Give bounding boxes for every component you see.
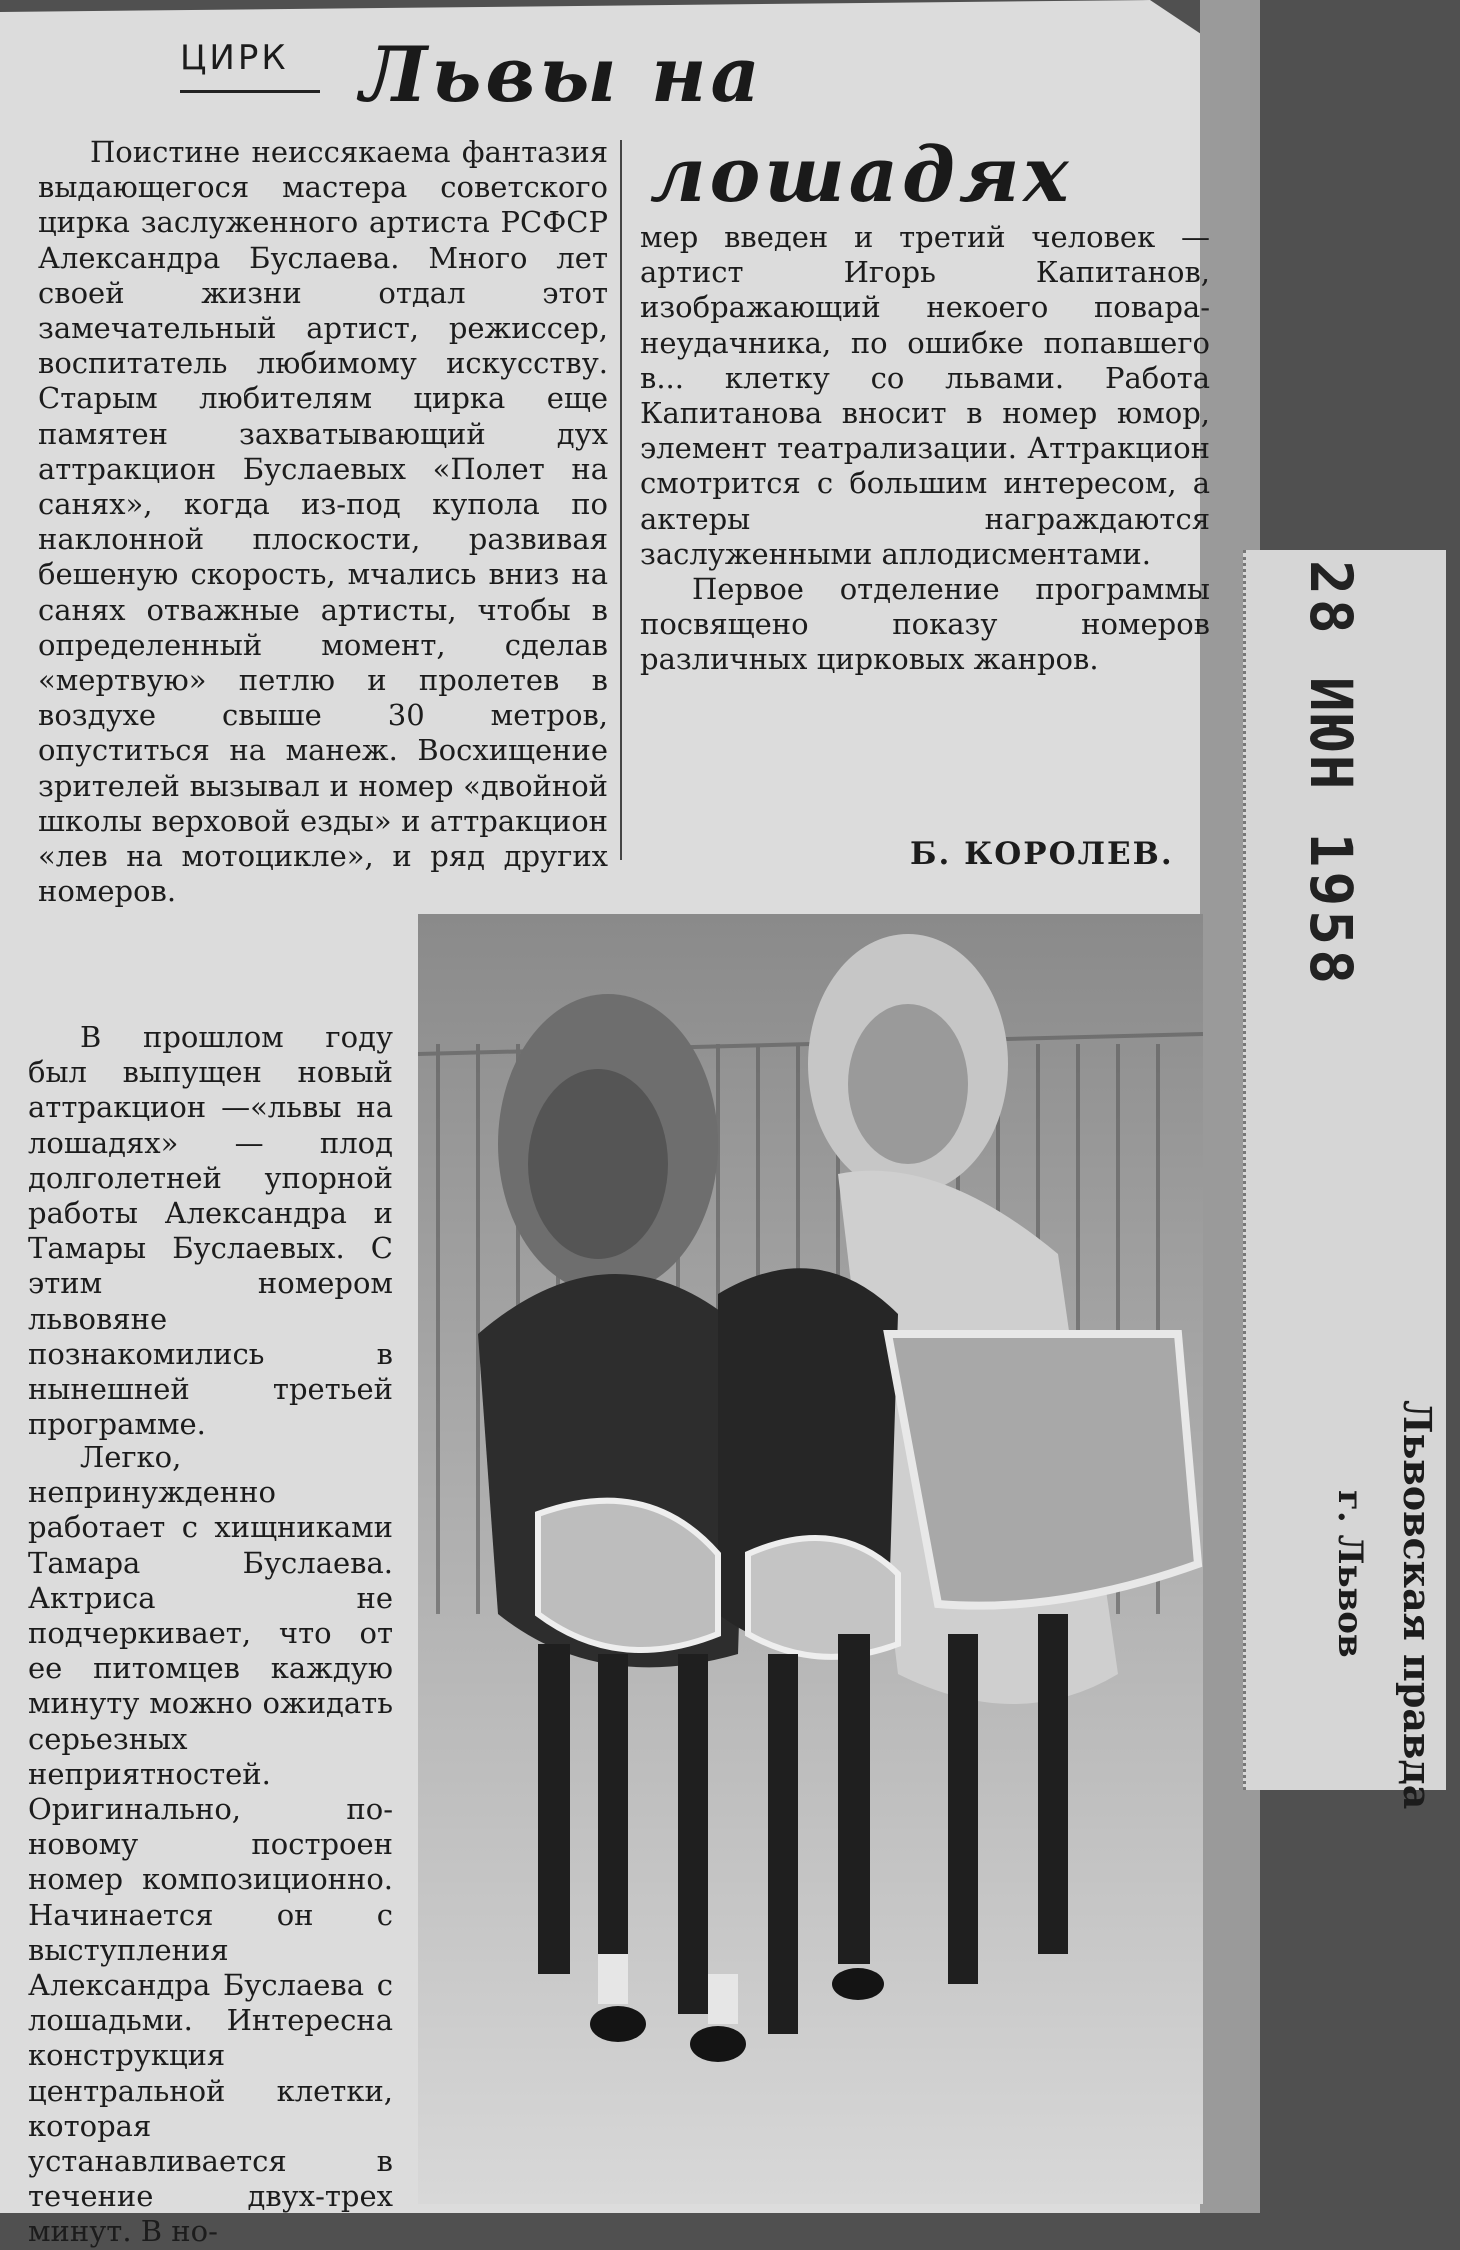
article-paragraph: Первое отделение программы посвящено показу номеров различных цирковых жанров. <box>640 572 1210 677</box>
date-stamp: 28 ИЮН 1958 <box>1297 560 1365 989</box>
column-divider <box>620 140 622 860</box>
city-stamp: г. Львов <box>1330 1490 1370 1658</box>
article-column-2 <box>640 220 1210 678</box>
headline-line2: лошадях <box>650 130 1073 219</box>
article-column-4 <box>28 1440 393 2250</box>
section-label: ЦИРК <box>180 38 289 78</box>
photo-illustration <box>418 914 1203 2204</box>
photo-lions-on-horses <box>418 914 1203 2204</box>
article-paragraph: мер введен и третий человек — артист Игорь Капитанов, изображающий некоего повара-неудачника, по ошибке попавшего в... клетку со львами. Работа Капитанова вносит в номер юмор, элемент театрализации. Аттракцион смотрится с большим интересом, а актеры награждаются заслуженными аплодисментами. <box>640 220 1210 571</box>
section-underline <box>180 90 320 93</box>
article-paragraph: В прошлом году был выпущен новый аттракцион —«львы на лошадях» — плод долголетней упорной работы Александра и Тамары Буслаевых. С этим номером львовяне познакомились в нынешней третьей программе. <box>28 1020 393 1442</box>
headline-line1: Львы на <box>360 30 764 119</box>
article-column-3 <box>28 1020 393 1442</box>
article-paragraph: Поистине неиссякаема фантазия выдающегося мастера советского цирка заслуженного артиста РСФСР Александра Буслаева. Много лет своей жизни отдал этот замечательный артист, режиссер, воспитатель любимому искусству. Старым любителям цирка еще памятен захватывающий дух аттракцион Буслаевых «Полет на санях», когда из-под купола по наклонной плоскости, развивая бешеную скорость, мчались вниз на санях отважные артисты, чтобы в определенный момент, сделав «мертвую» петлю и пролетев в воздухе свыше 30 метров, опуститься на манеж. Восхищение зрителей вызывал и номер «двойной школы верховой езды» и аттракцион «лев на мотоцикле», и ряд других номеров. <box>38 135 608 909</box>
article-paragraph: Легко, непринужденно работает с хищниками Тамара Буслаева. Актриса не подчеркивает, что от ее питомцев каждую минуту можно ожидать серьезных неприятностей. Оригинально, по-новому построен номер композиционно. Начинается он с выступления Александра Буслаева с лошадьми. Интересна конструкция центральной клетки, которая устанавливается в течение двух-трех минут. В но- <box>28 1440 393 2249</box>
article-column-1 <box>38 135 608 909</box>
newspaper-name-stamp: Львовская правда <box>1395 1400 1440 1810</box>
author-byline: Б. КОРОЛЕВ. <box>910 836 1174 872</box>
